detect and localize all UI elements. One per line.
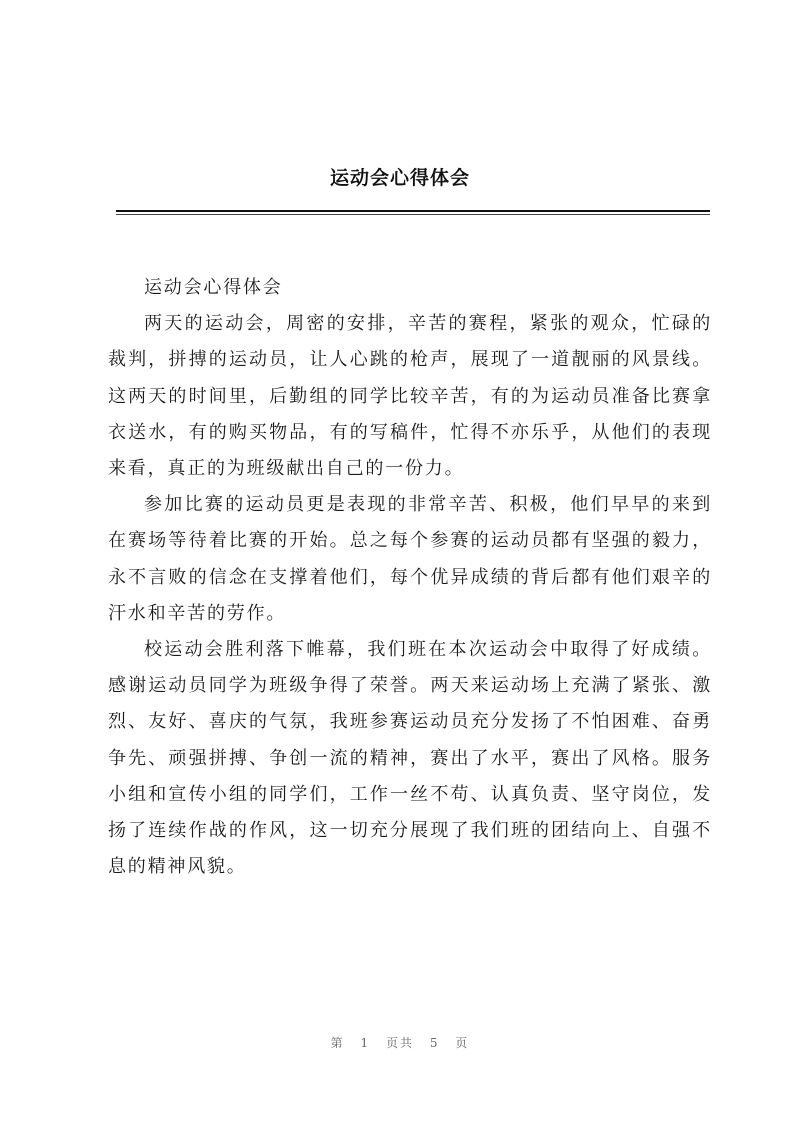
document-title: 运动会心得体会 bbox=[329, 167, 470, 189]
paragraph: 两天的运动会，周密的安排，辛苦的赛程，紧张的观众，忙碌的裁判，拼搏的运动员，让人心跳的枪声，展现了一道靓丽的风景线。这两天的时间里，后勤组的同学比较辛苦，有的为运动员准备比赛拿衣送水，有的购买物品，有的写稿件，忙得不亦乐乎，从他们的表现来看，真正的为班级献出自己的一份力。 bbox=[108, 313, 712, 480]
document-body bbox=[108, 270, 712, 885]
title-underline-thin bbox=[116, 214, 710, 215]
footer-total-pages: 5 bbox=[429, 1036, 440, 1050]
paragraph-heading: 运动会心得体会 bbox=[144, 277, 283, 298]
footer-middle: 页共 bbox=[385, 1036, 414, 1050]
page-footer bbox=[0, 1034, 800, 1051]
footer-current-page: 1 bbox=[360, 1036, 371, 1050]
title-underline-thick bbox=[116, 210, 710, 212]
footer-prefix: 第 bbox=[330, 1036, 345, 1050]
footer-suffix: 页 bbox=[455, 1036, 470, 1050]
paragraph: 校运动会胜利落下帷幕，我们班在本次运动会中取得了好成绩。感谢运动员同学为班级争得了荣誉。两天来运动场上充满了紧张、激烈、友好、喜庆的气氛，我班参赛运动员充分发扬了不怕困难、奋勇争先、顽强拼搏、争创一流的精神，赛出了水平，赛出了风格。服务小组和宣传小组的同学们，工作一丝不苟、认真负责、坚守岗位，发扬了连续作战的作风，这一切充分展现了我们班的团结向上、自强不息的精神风貌。 bbox=[108, 639, 712, 878]
paragraph: 参加比赛的运动员更是表现的非常辛苦、积极，他们早早的来到在赛场等待着比赛的开始。总之每个参赛的运动员都有坚强的毅力，永不言败的信念在支撑着他们，每个优异成绩的背后都有他们艰辛的汗水和辛苦的劳作。 bbox=[108, 494, 712, 624]
